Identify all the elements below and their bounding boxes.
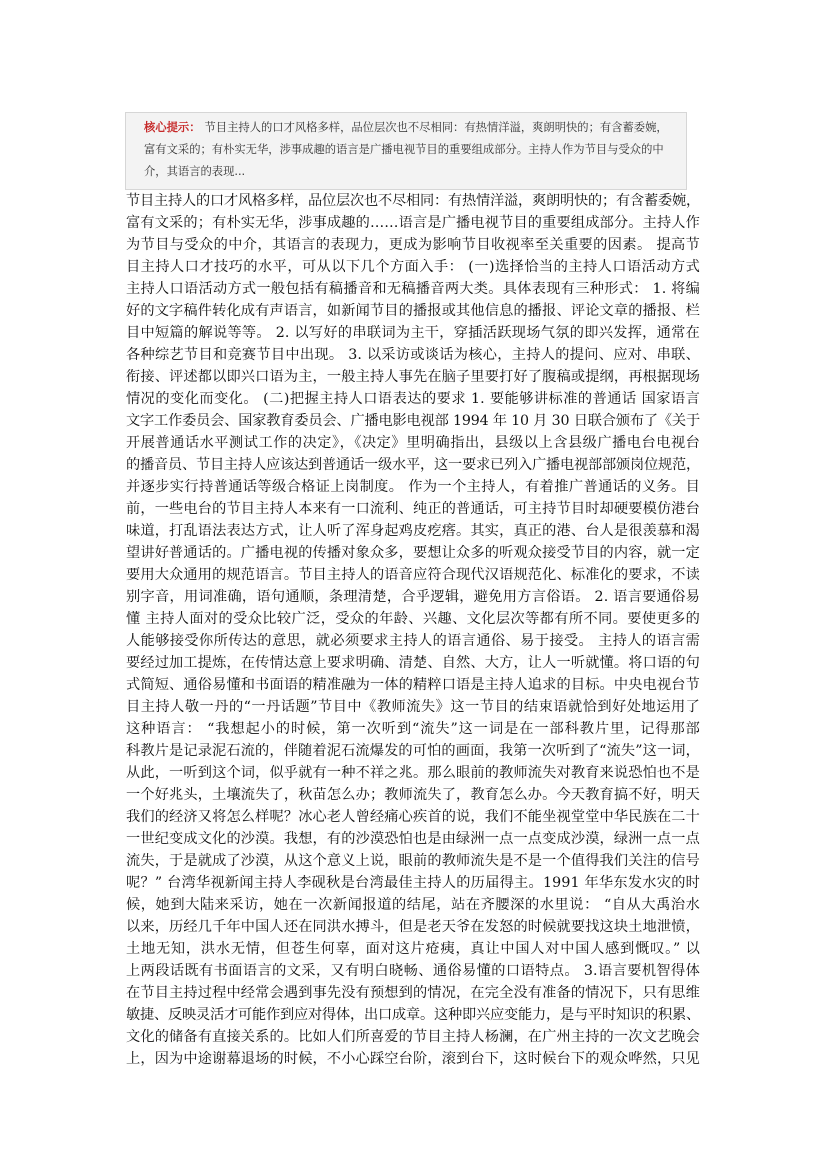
article-line: 一个好兆头，土壤流失了，秋苗怎么办；教师流失了，教育怎么办。今天教育搞不好，明天 [126, 787, 700, 803]
article-line: 别字音，用词准确，语句通顺，条理清楚，合乎逻辑，避免用方言俗语。 2. 语言要通俗易 [126, 589, 700, 605]
article-line: 懂 主持人面对的受众比较广泛，受众的年龄、兴趣、文化层次等都有所不同。要使更多的 [126, 611, 700, 627]
article-line: 富有文采的；有朴实无华，涉事成趣的……语言是广播电视节目的重要组成部分。主持人作 [126, 215, 700, 231]
article-line: 候，她到大陆来采访，她在一次新闻报道的结尾，站在齐腰深的水里说： “自从大禹治水 [126, 897, 700, 913]
article-line: 式简短、通俗易懂和书面语的精准融为一体的精粹口语是主持人追求的目标。中央电视台节 [126, 677, 700, 693]
article-line: 土地无知，洪水无情，但苍生何辜，面对这片疮痍，真让中国人对中国人感到慨叹。” 以 [126, 941, 700, 957]
article-line: 的播音员、节目主持人应该达到普通话一级水平，这一要求已列入广播电视部部颁岗位规范， [126, 457, 700, 473]
article-line: 望讲好普通话的。广播电视的传播对象众多，要想让众多的听观众接受节目的内容，就一定 [126, 545, 700, 561]
article-line: 人能够接受你所传达的意思，就必须要求主持人的语言通俗、易于接受。 主持人的语言需 [126, 633, 700, 649]
article-line: 主持人口语活动方式一般包括有稿播音和无稿播音两大类。具体表现有三种形式： 1. 将编 [126, 281, 700, 297]
article-line: 呢？” 台湾华视新闻主持人李砚秋是台湾最佳主持人的历届得主。1991 年华东发水灾的时 [126, 875, 700, 891]
article-line: 从此，一听到这个词，似乎就有一种不祥之兆。那么眼前的教师流失对教育来说恐怕也不是 [126, 765, 700, 781]
article-line: 科教片是记录泥石流的，伴随着泥石流爆发的可怕的画面，我第一次听到了“流失”这一词， [126, 743, 700, 759]
article-line: 要经过加工提炼，在传情达意上要求明确、清楚、自然、大方，让人一听就懂。将口语的句 [126, 655, 700, 671]
article-line: 情况的变化而变化。 (二)把握主持人口语表达的要求 1. 要能够讲标准的普通话 国家语言 [126, 391, 700, 407]
article-line: 上两段话既有书面语言的文采，又有明白晓畅、通俗易懂的口语特点。 3.语言要机智得体 [126, 963, 700, 979]
article-line: 我们的经济又将怎么样呢？冰心老人曾经痛心疾首的说，我们不能坐视堂堂中华民族在二十 [126, 809, 700, 825]
article-line: 文字工作委员会、国家教育委员会、广播电影电视部 1994 年 10 月 30 日联合颁布了《关于 [126, 413, 700, 429]
article-line: 味道，打乱语法表达方式，让人听了浑身起鸡皮疙瘩。其实，真正的港、台人是很羡慕和渴 [126, 523, 700, 539]
article-line: 节目主持人的口才风格多样，品位层次也不尽相同：有热情洋溢，爽朗明快的；有含蓄委婉， [126, 193, 700, 209]
article-line: 好的文字稿件转化成有声语言，如新闻节目的播报或其他信息的播报、评论文章的播报、栏 [126, 303, 700, 319]
article-line: 在节目主持过程中经常会遇到事先没有预想到的情况，在完全没有准备的情况下，只有思维 [126, 985, 700, 1001]
article-line: 为节目与受众的中介，其语言的表现力，更成为影响节目收视率至关重要的因素。 提高节 [126, 237, 700, 253]
article-line: 前，一些电台的节目主持人本来有一口流利、纯正的普通话，可主持节目时却硬要模仿港台 [126, 501, 700, 517]
article-line: 衔接、评述都以即兴口语为主，一般主持人事先在脑子里要打好了腹稿或提纲，再根据现场 [126, 369, 700, 385]
article-line: 敏捷、反映灵活才可能作到应对得体，出口成章。这种即兴应变能力，是与平时知识的积累、 [126, 1007, 700, 1023]
article-body [126, 190, 700, 1070]
article-line: 流失，于是就成了沙漠，从这个意义上说，眼前的教师流失是不是一个值得我们关注的信号 [126, 853, 700, 869]
article-line: 以来，历经几千年中国人还在同洪水搏斗，但是老天爷在发怒的时候就要找这块土地泄愤， [126, 919, 700, 935]
article-line: 上，因为中途谢幕退场的时候，不小心踩空台阶，滚到台下，这时候台下的观众哗然，只见 [126, 1051, 700, 1067]
article-line: 目主持人敬一丹的“一丹话题”节目中《教师流失》这一节目的结束语就恰到好处地运用了 [126, 699, 700, 715]
article-line: 目主持人口才技巧的水平，可从以下几个方面入手： (一)选择恰当的主持人口语活动方式 [126, 259, 700, 275]
summary-label: 核心提示： [144, 121, 201, 134]
summary-box [125, 112, 687, 190]
article-line: 文化的储备有直接关系的。比如人们所喜爱的节目主持人杨澜，在广州主持的一次文艺晚会 [126, 1029, 700, 1045]
article-line: 要用大众通用的规范语言。节目主持人的语音应符合现代汉语规范化、标准化的要求，不读 [126, 567, 700, 583]
article-line: 各种综艺节目和竞赛节目中出现。 3. 以采访或谈话为核心，主持人的提问、应对、串联、 [126, 347, 700, 363]
article-line: 并逐步实行持普通话等级合格证上岗制度。 作为一个主持人，有着推广普通话的义务。目 [126, 479, 700, 495]
article-line: 这种语言： “我想起小的时候，第一次听到“流失”这一词是在一部科教片里，记得那部 [126, 721, 700, 737]
summary-text: 节目主持人的口才风格多样，品位层次也不尽相同：有热情洋溢，爽朗明快的；有含蓄委婉，富有文采的；有朴实无华，涉事成趣的语言是广播电视节目的重要组成部分。主持人作为节目与受众的中介，其语言的表现... [144, 121, 668, 178]
article-line: 一世纪变成文化的沙漠。我想，有的沙漠恐怕也是由绿洲一点一点变成沙漠，绿洲一点一点 [126, 831, 700, 847]
article-line: 开展普通话水平测试工作的决定》，《决定》里明确指出，县级以上含县级广播电台电视台 [126, 435, 700, 451]
article-line: 目中短篇的解说等等。 2. 以写好的串联词为主干，穿插活跃现场气氛的即兴发挥，通常在 [126, 325, 700, 341]
